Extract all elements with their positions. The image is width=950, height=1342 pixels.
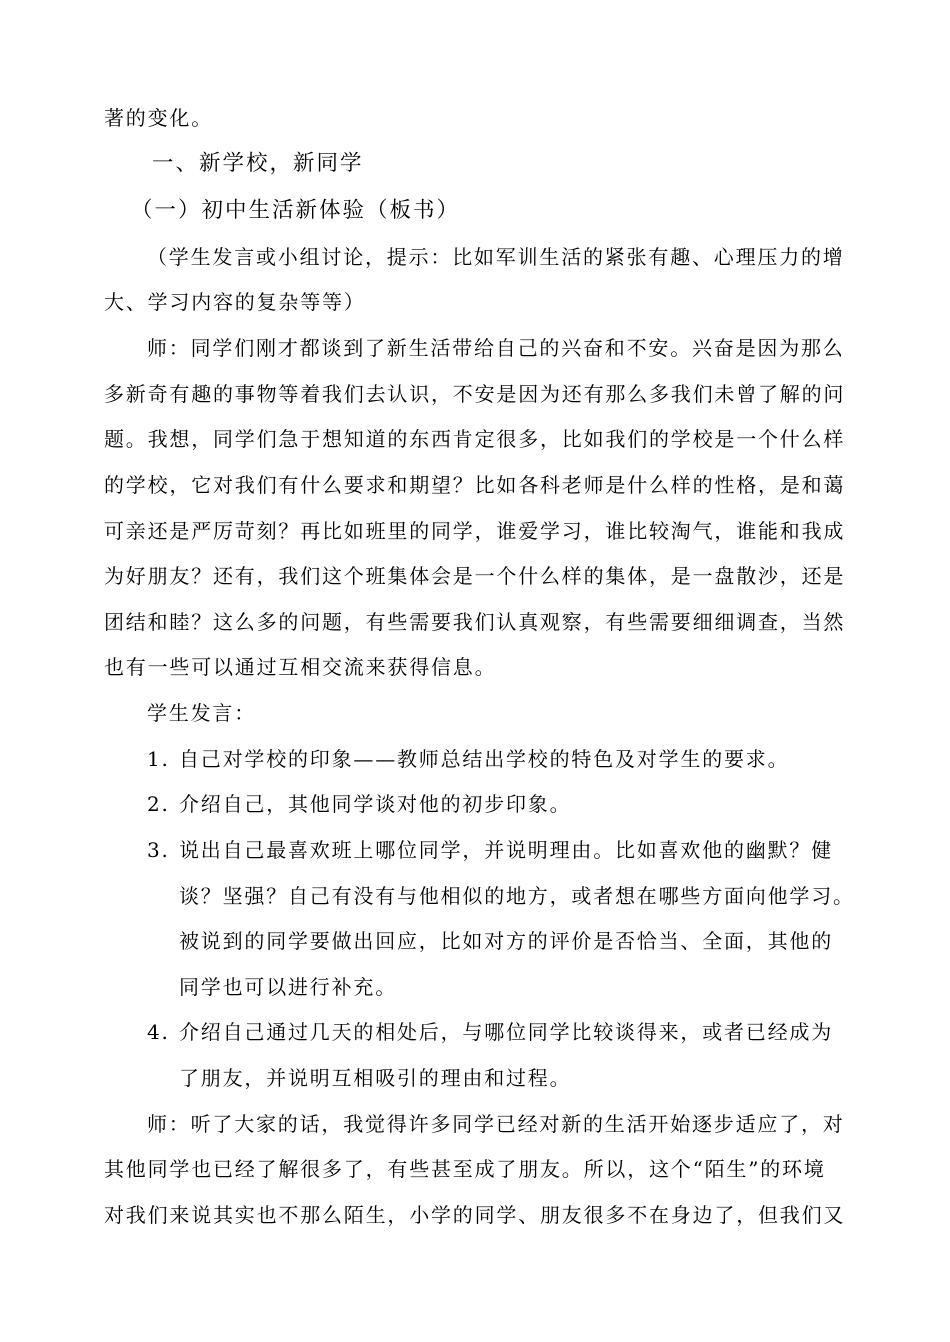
list-item-text: 介绍自己通过几天的相处后，与哪位同学比较谈得来，或者已经成为 <box>179 1020 833 1044</box>
list-item-number: 1. <box>147 747 170 771</box>
teacher-paragraph-2-line: 其他同学也已经了解很多了，有些甚至成了朋友。所以，这个“陌生”的环境 <box>104 1157 826 1181</box>
list-item-continuation: 被说到的同学要做出回应，比如对方的评价是否恰当、全面，其他的 <box>179 929 833 953</box>
list-item-continuation: 谈？坚强？自己有没有与他相似的地方，或者想在哪些方面向他学习。 <box>179 884 855 908</box>
teacher-paragraph-line: 可亲还是严厉苛刻？再比如班里的同学，谁爱学习，谁比较淘气，谁能和我成 <box>104 519 846 543</box>
student-speech-label: 学生发言： <box>147 701 256 725</box>
list-item-number: 2. <box>147 792 170 816</box>
list-item-continuation: 同学也可以进行补充。 <box>179 975 397 999</box>
teacher-paragraph-line: 多新奇有趣的事物等着我们去认识，不安是因为还有那么多我们未曾了解的问 <box>104 382 846 406</box>
teacher-paragraph-line: 团结和睦？这么多的问题，有些需要我们认真观察，有些需要细细调查，当然 <box>104 610 846 634</box>
list-item-continuation: 了朋友，并说明互相吸引的理由和过程。 <box>179 1066 572 1090</box>
list-item <box>147 835 833 865</box>
teacher-paragraph-line: 的学校，它对我们有什么要求和期望？比如各科老师是什么样的性格，是和蔼 <box>104 473 846 497</box>
teacher-paragraph-2-line: 对我们来说其实也不那么陌生，小学的同学、朋友很多不在身边了，但我们又 <box>104 1203 846 1227</box>
note-paragraph-line: （学生发言或小组讨论，提示：比如军训生活的紧张有趣、心理压力的增 <box>147 245 845 269</box>
list-item <box>147 744 789 774</box>
note-paragraph-line: 大、学习内容的复杂等等） <box>104 290 366 314</box>
list-item-text: 介绍自己，其他同学谈对他的初步印象。 <box>179 792 572 816</box>
teacher-paragraph-2-line: 师：听了大家的话，我觉得许多同学已经对新的生活开始逐步适应了，对 <box>147 1112 845 1136</box>
teacher-paragraph-line: 题。我想，同学们急于想知道的东西肯定很多，比如我们的学校是一个什么样 <box>104 427 846 451</box>
list-item-text: 说出自己最喜欢班上哪位同学，并说明理由。比如喜欢他的幽默？健 <box>179 838 833 862</box>
list-item-number: 3. <box>147 838 170 862</box>
section-heading: 一、新学校，新同学 <box>152 151 364 176</box>
subsection-heading: （一）初中生活新体验（板书） <box>131 198 461 223</box>
list-item-number: 4. <box>147 1020 170 1044</box>
teacher-paragraph-line: 也有一些可以通过互相交流来获得信息。 <box>104 655 497 679</box>
list-item <box>147 1017 833 1047</box>
teacher-paragraph-line: 师：同学们刚才都谈到了新生活带给自己的兴奋和不安。兴奋是因为那么 <box>147 336 845 360</box>
list-item <box>147 789 571 819</box>
list-item-text: 自己对学校的印象——教师总结出学校的特色及对学生的要求。 <box>179 747 790 771</box>
intro-tail-line: 著的变化。 <box>104 106 213 130</box>
teacher-paragraph-line: 为好朋友？还有，我们这个班集体会是一个什么样的集体，是一盘散沙，还是 <box>104 564 846 588</box>
